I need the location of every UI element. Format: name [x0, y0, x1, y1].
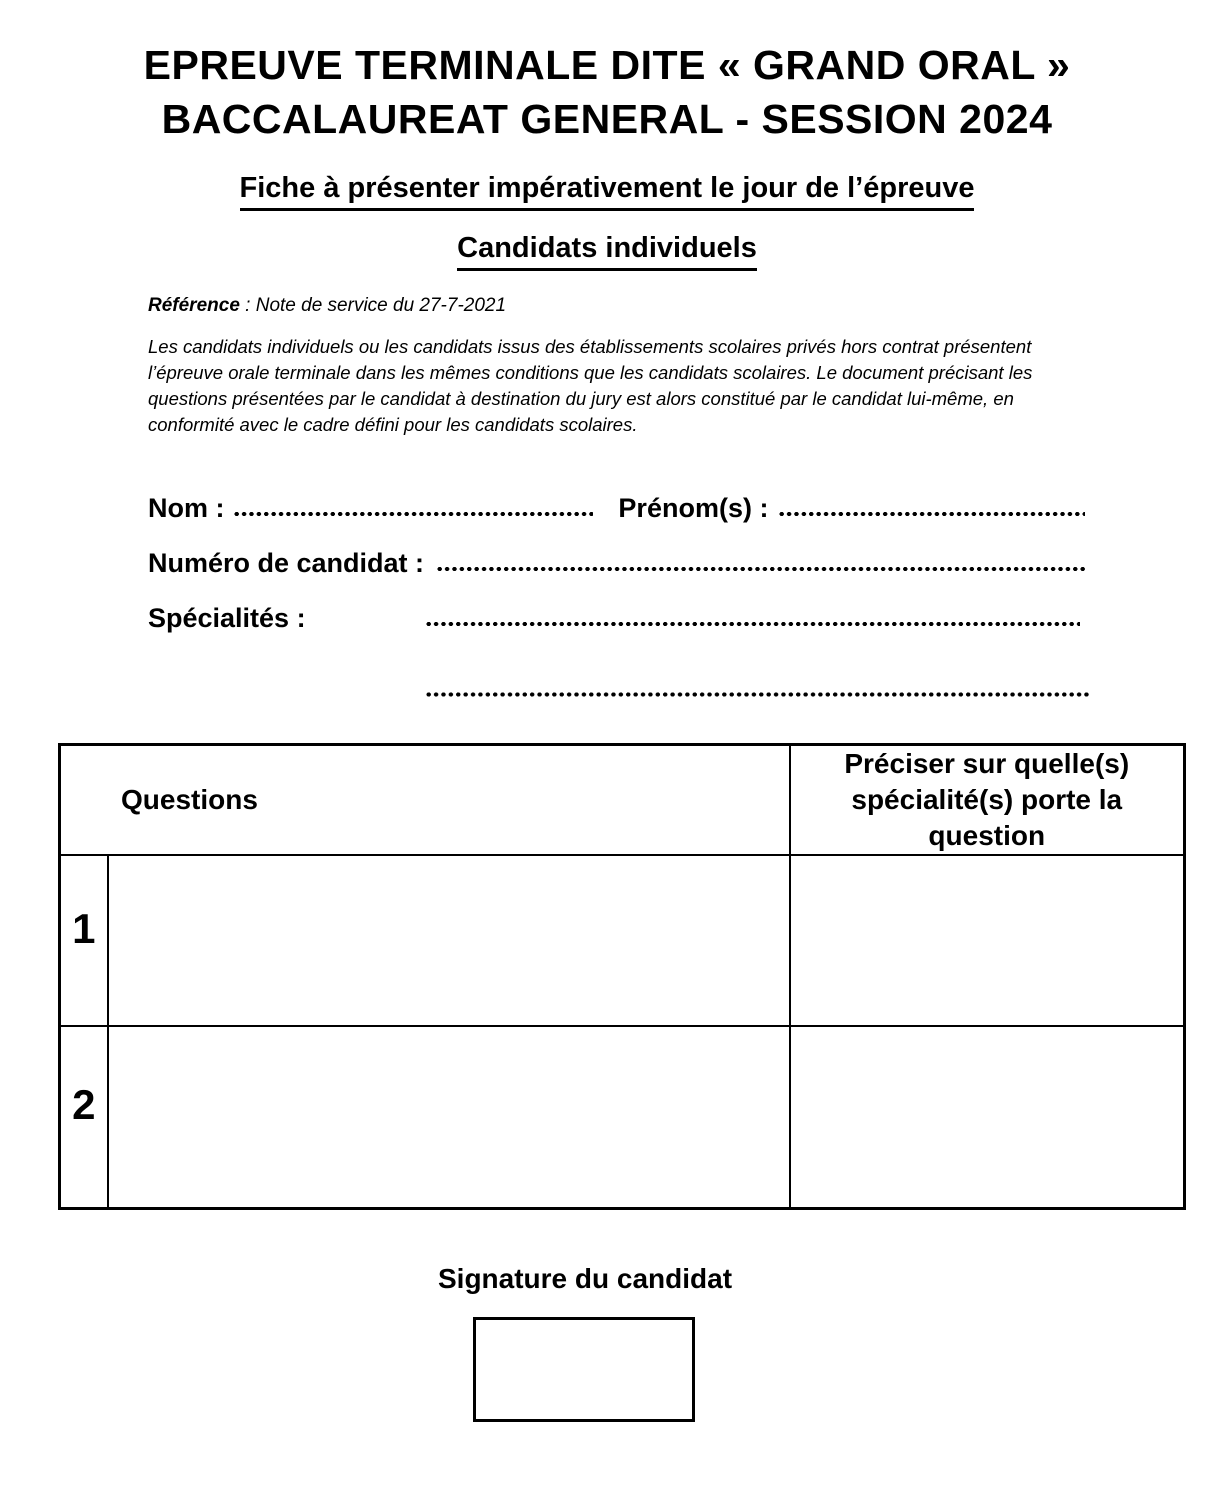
table-row-2: [60, 1026, 1185, 1208]
numero-row: [148, 550, 1085, 577]
row-number-1: 1: [60, 855, 108, 1026]
page-title: [0, 38, 1214, 146]
specialite-input-cell-1[interactable]: [790, 855, 1185, 1026]
subtitle-candidats: [0, 232, 1214, 271]
intro-paragraph: [148, 334, 1148, 438]
subtitle-fiche-text: Fiche à présenter impérativement le jour de l’épreuve: [240, 172, 975, 211]
numero-candidat-label: Numéro de candidat :: [148, 548, 425, 578]
title-line-1: EPREUVE TERMINALE DITE « GRAND ORAL »: [143, 42, 1071, 88]
subtitle-candidats-text: Candidats individuels: [457, 232, 757, 271]
intro-paragraph-line: conformité avec le cadre défini pour les candidats scolaires.: [148, 414, 638, 435]
reference-label: Référence: [148, 295, 240, 316]
table-row-1: [60, 855, 1185, 1026]
signature-label: Signature du candidat: [437, 1263, 733, 1294]
intro-paragraph-line: l’épreuve orale terminale dans les mêmes conditions que les candidats scolaires. Le document précisant les: [148, 362, 1033, 383]
intro-paragraph-line: Les candidats individuels ou les candidats issus des établissements scolaires privés hors contrat présentent: [148, 336, 1032, 357]
specialites-field-line2[interactable]: [425, 691, 1090, 698]
reference-text: : Note de service du 27-7-2021: [239, 295, 507, 316]
numero-candidat-field[interactable]: [436, 566, 1085, 572]
nom-field[interactable]: [233, 511, 594, 517]
intro-paragraph-line: questions présentées par le candidat à destination du jury est alors constitué par le candidat lui-même, en: [148, 388, 1014, 409]
subtitle-fiche: [0, 172, 1214, 211]
table-header-row: [60, 745, 1185, 856]
specialites-row: [148, 605, 1080, 632]
title-line-2: BACCALAUREAT GENERAL - SESSION 2024: [161, 96, 1053, 142]
questions-header-cell: Questions: [60, 745, 790, 856]
prenom-field[interactable]: [778, 511, 1085, 517]
nom-row: [148, 495, 1085, 522]
row-number-2: 2: [60, 1026, 108, 1208]
specialites-header-cell: Préciser sur quelle(s) spécialité(s) porte la question: [790, 745, 1185, 856]
questions-table: [58, 743, 1186, 1210]
question-input-cell-1[interactable]: [108, 855, 790, 1026]
prenom-label: Prénom(s) :: [618, 493, 769, 523]
specialite-input-cell-2[interactable]: [790, 1026, 1185, 1208]
specialites-label: Spécialités :: [148, 603, 306, 633]
reference-line: [148, 295, 506, 317]
signature-box[interactable]: [473, 1317, 695, 1422]
question-input-cell-2[interactable]: [108, 1026, 790, 1208]
nom-label: Nom :: [148, 493, 225, 523]
specialites-field-line1[interactable]: [425, 621, 1080, 627]
